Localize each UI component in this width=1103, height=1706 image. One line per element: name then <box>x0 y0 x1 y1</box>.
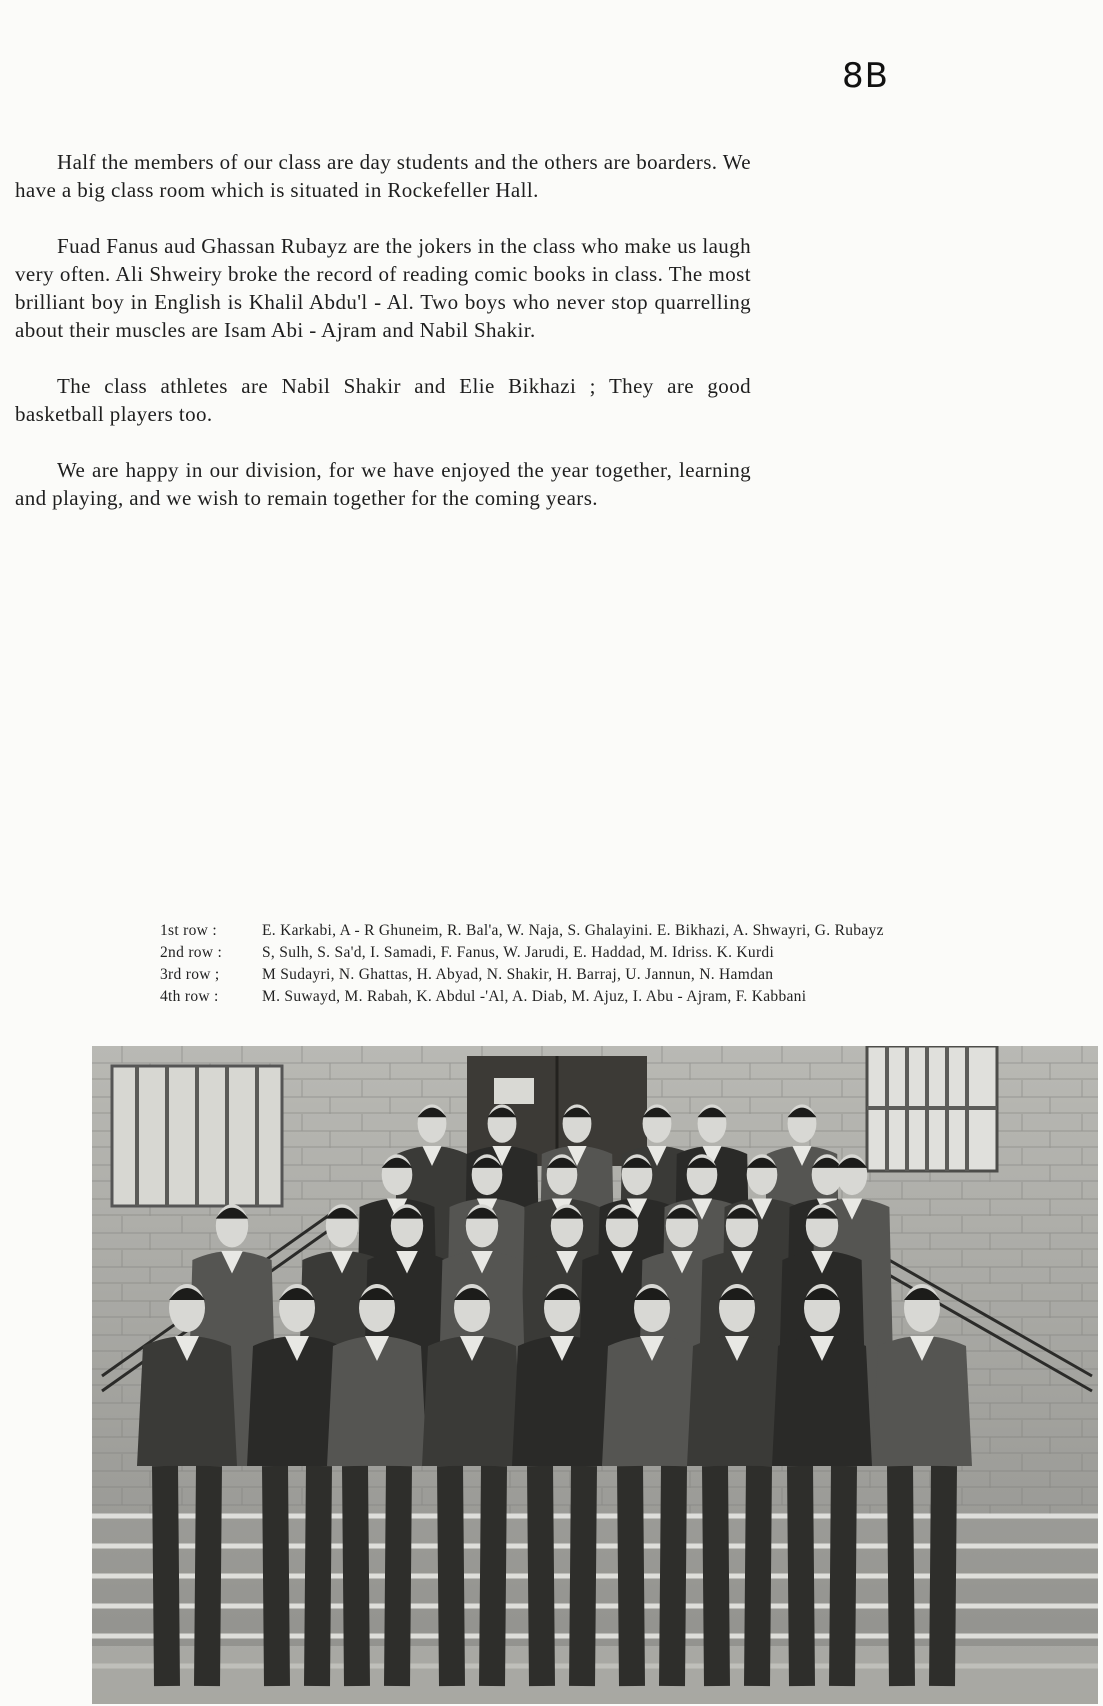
paragraph-4 <box>15 456 751 512</box>
caption-row-1 <box>160 920 1040 942</box>
paragraph-3 <box>15 372 751 428</box>
right-window <box>867 1046 997 1171</box>
paragraph-1 <box>15 148 751 204</box>
caption-row-label: 2nd row : <box>160 944 223 961</box>
paragraph-1-text: Half the members of our class are day students and the others are boarders. We have a big class room which is situated in Rockefeller Hall. <box>15 150 751 202</box>
caption-row-names: M Sudayri, N. Ghattas, H. Abyad, N. Shakir, H. Barraj, U. Jannun, N. Hamdan <box>262 966 774 983</box>
group-photo-illustration <box>92 1046 1098 1704</box>
caption-row-label: 3rd row ; <box>160 966 220 983</box>
left-window <box>112 1066 282 1206</box>
paragraph-2-text: Fuad Fanus aud Ghassan Rubayz are the jokers in the class who make us laugh very often. Ali Shweiry broke the record of reading comic books in class. The most brilliant boy in English is Khalil Abdu'l - Al. Two boys who never stop quarrelling about their muscles are Isam Abi - Ajram and Nabil Shakir. <box>15 234 751 342</box>
article-text <box>15 148 751 540</box>
caption-row-label: 4th row : <box>160 988 219 1005</box>
caption-row-label: 1st row : <box>160 922 217 939</box>
paragraph-2 <box>15 232 751 344</box>
caption-row-2 <box>160 942 1040 964</box>
caption-row-names: M. Suwayd, M. Rabah, K. Abdul -'Al, A. Diab, M. Ajuz, I. Abu - Ajram, F. Kabbani <box>262 988 807 1005</box>
paragraph-4-text: We are happy in our division, for we have enjoyed the year together, learning and playing, and we wish to remain together for the coming years. <box>15 458 751 510</box>
caption-row-4 <box>160 986 1040 1008</box>
page-number-label: 8B <box>842 56 889 96</box>
paragraph-3-text: The class athletes are Nabil Shakir and Elie Bikhazi ; They are good basketball players too. <box>15 374 751 426</box>
caption-row-names: S, Sulh, S. Sa'd, I. Samadi, F. Fanus, W. Jarudi, E. Haddad, M. Idriss. K. Kurdi <box>262 944 775 961</box>
photo-caption <box>160 920 1040 1008</box>
class-group-photo <box>92 1046 1098 1704</box>
caption-row-names: E. Karkabi, A - R Ghuneim, R. Bal'a, W. Naja, S. Ghalayini. E. Bikhazi, A. Shwayri, G. Rubayz <box>262 922 884 939</box>
caption-row-3 <box>160 964 1040 986</box>
